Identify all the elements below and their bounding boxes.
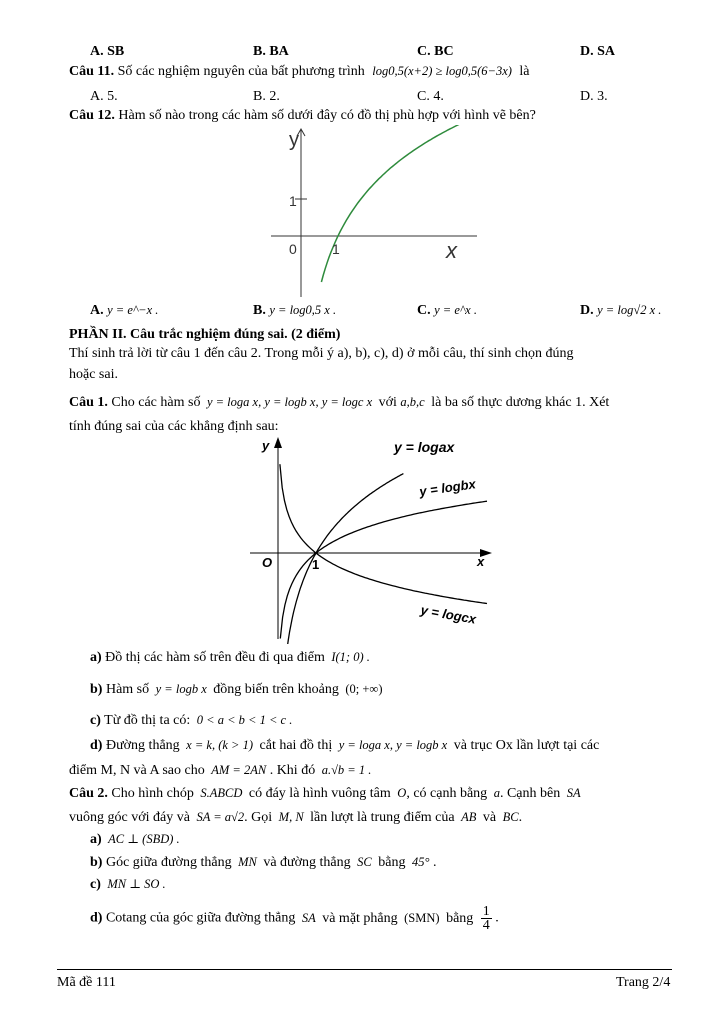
c2-item-c: c) MN ⊥ SO . xyxy=(90,877,166,892)
c1-label-logb: y = logbx xyxy=(418,476,477,499)
q10-option-c: C. BC xyxy=(417,44,454,59)
q11-label: Câu 11. xyxy=(69,64,115,79)
q12-tick-x1: 1 xyxy=(332,241,340,257)
q12-option-a: A. y = e^−x . xyxy=(90,303,159,318)
q12-text: Hàm số nào trong các hàm số dưới đây có đồ thị phù hợp với hình vẽ bên? xyxy=(118,108,536,123)
curve-log-a xyxy=(283,474,404,644)
q10-option-b: B. BA xyxy=(253,44,289,59)
q12-label: Câu 12. xyxy=(69,108,115,123)
c1-item-a: a) Đồ thị các hàm số trên đều đi qua điểm I(1; 0) . xyxy=(90,650,370,665)
c2-item-b: b) Góc giữa đường thẳng MN và đường thẳng SC bằng 45° . xyxy=(90,855,437,870)
part2-instructions-1: Thí sinh trả lời từ câu 1 đến câu 2. Trong mỗi ý a), b), c), d) ở mỗi câu, thí sinh chọn đúng xyxy=(69,346,574,361)
footer-divider xyxy=(57,969,672,970)
q12-option-d: D. y = log√2 x . xyxy=(580,303,662,318)
footer-page-number: Trang 2/4 xyxy=(616,975,671,990)
q10-option-d: D. SA xyxy=(580,44,616,59)
q12-x-label: x xyxy=(446,238,457,263)
c1-y-label: y xyxy=(262,438,270,453)
q12-option-b: B. y = log0,5 x . xyxy=(253,303,337,318)
q12-graph xyxy=(265,125,480,300)
c1-line1: Câu 1. Cho các hàm số y = loga x, y = logb x, y = logc x với a,b,c là ba số thực dương khác 1. Xét xyxy=(69,395,610,410)
q11-option-c: C. 4. xyxy=(417,89,444,104)
fraction: $\frac{1}{4}$ xyxy=(482,904,490,933)
c1-item-d: d) Đường thẳng x = k, (k > 1) cắt hai đồ thị y = loga x, y = logb x và trục Ox lần lượt tại các xyxy=(90,738,600,753)
q11-option-d: D. 3. xyxy=(580,89,608,104)
c1-item-d-line2: điểm M, N và A sao cho AM = 2AN . Khi đó a.√b = 1 . xyxy=(69,763,372,778)
c1-graph xyxy=(248,434,498,644)
q12-option-c: C. y = e^x . xyxy=(417,303,477,318)
q12-zero: 0 xyxy=(289,241,297,257)
c2-line2: vuông góc với đáy và SA = a√2. Gọi M, N lần lượt là trung điểm của AB và BC. xyxy=(69,810,523,825)
q12-tick-1: 1 xyxy=(289,193,297,209)
q11-option-a: A. 5. xyxy=(90,89,118,104)
c1-item-b: b) Hàm số y = logb x đồng biến trên khoảng (0; +∞) xyxy=(90,682,383,697)
c1-x-label: x xyxy=(477,554,485,569)
q11-text: Số các nghiệm nguyên của bất phương trình xyxy=(117,64,365,79)
q10-options xyxy=(0,44,725,62)
q11-question xyxy=(69,64,530,80)
q10-option-a: A. SB xyxy=(90,44,125,59)
q11-option-b: B. 2. xyxy=(253,89,280,104)
y-axis-arrow-icon xyxy=(274,437,282,448)
q11-options xyxy=(0,89,725,107)
part2-instructions-2: hoặc sai. xyxy=(69,367,118,382)
q12-y-label: y xyxy=(289,129,299,151)
c1-label-logc: y = logcx xyxy=(419,602,478,627)
c2-line1: Câu 2. Cho hình chóp S.ABCD có đáy là hình vuông tâm O, có cạnh bằng a. Cạnh bên SA xyxy=(69,786,581,801)
q12-question xyxy=(69,108,536,124)
footer-exam-code: Mã đề 111 xyxy=(57,975,116,990)
q11-math: log0,5(x+2) ≥ log0,5(6−3x) xyxy=(372,64,512,78)
c1-one-label: 1 xyxy=(312,557,320,572)
c1-item-c: c) Từ đồ thị ta có: 0 < a < b < 1 < c . xyxy=(90,713,293,728)
c1-origin-label: O xyxy=(262,555,273,570)
q12-options xyxy=(0,303,725,321)
part2-title: PHẦN II. Câu trắc nghiệm đúng sai. (2 điểm) xyxy=(69,327,341,342)
c1-label-loga: y = logax xyxy=(394,439,455,455)
c2-item-d: d) Cotang của góc giữa đường thẳng SA và mặt phẳng (SMN) bằng $\frac{1}{4}$ . xyxy=(90,904,499,933)
c2-item-a: a) AC ⊥ (SBD) . xyxy=(90,832,180,847)
q11-tail: là xyxy=(519,64,530,79)
c1-line2: tính đúng sai của các khẳng định sau: xyxy=(69,419,279,434)
